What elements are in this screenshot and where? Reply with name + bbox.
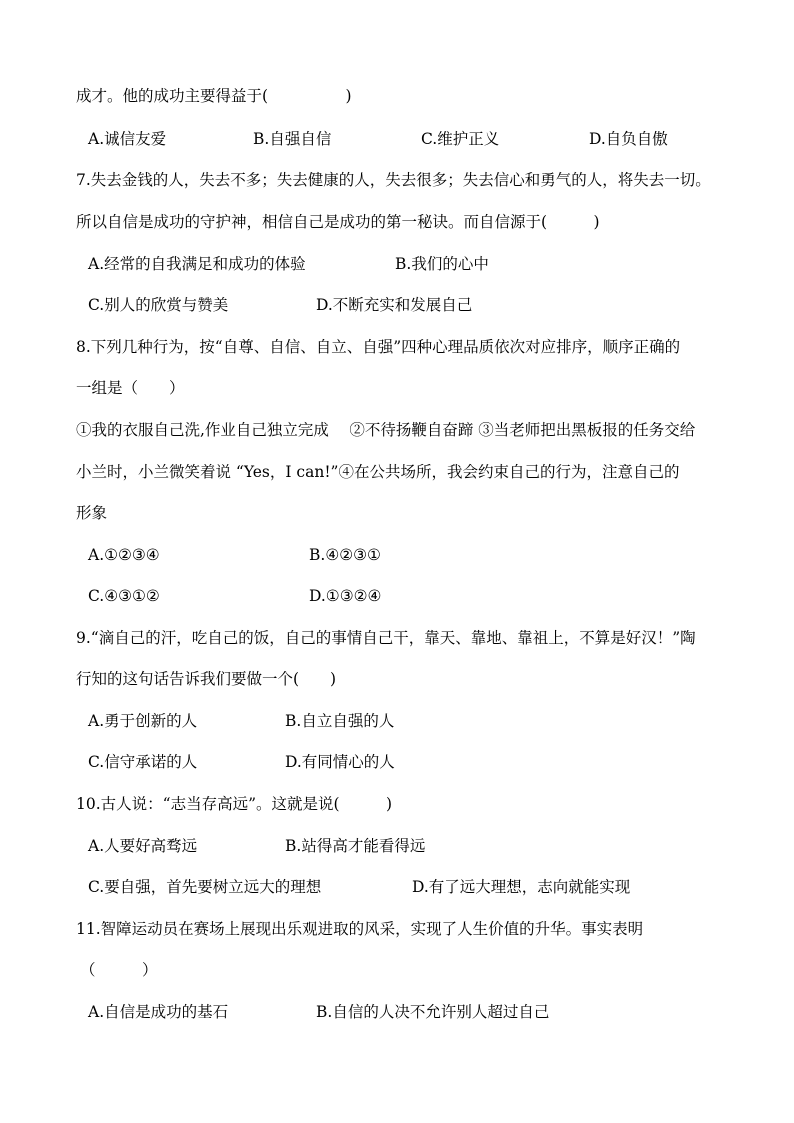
q8-statements-line3: 形象: [76, 504, 108, 522]
q8-stem-line1: 8.下列几种行为，按“自尊、自信、自立、自强”四种心理品质依次对应排序，顺序正确的: [76, 338, 681, 356]
q8-option-c: C.④③①②: [88, 587, 160, 605]
q7-option-c: C.别人的欣赏与赞美: [88, 296, 229, 314]
q7-option-b: B.我们的心中: [395, 255, 489, 273]
q10-option-a: A.人要好高骛远: [88, 837, 198, 855]
q7-stem-line2: 所以自信是成功的守护神，相信自己是成功的第一秘诀。而自信源于( ): [76, 213, 600, 231]
q10-option-d: D.有了远大理想，志向就能实现: [412, 878, 631, 896]
q8-statements-line2: 小兰时，小兰微笑着说 “Yes，I can!”④在公共场所，我会约束自己的行为，注意自己的: [76, 463, 680, 481]
q9-option-b: B.自立自强的人: [285, 712, 395, 730]
q9-stem-line2: 行知的这句话告诉我们要做一个( ): [76, 670, 337, 688]
q6-option-b: B.自强自信: [253, 130, 332, 148]
q8-stem-line2: 一组是（ ）: [76, 379, 185, 397]
q9-stem-line1: 9.“滴自己的汗，吃自己的饭，自己的事情自己干，靠天、靠地、靠祖上，不算是好汉！”陶: [76, 629, 696, 647]
q9-option-a: A.勇于创新的人: [88, 712, 198, 730]
q11-stem-line1: 11.智障运动员在赛场上展现出乐观进取的风采，实现了人生价值的升华。事实表明: [76, 920, 644, 938]
q7-stem-line1: 7.失去金钱的人，失去不多；失去健康的人，失去很多；失去信心和勇气的人，将失去一切。: [76, 171, 711, 189]
q6-stem: 成才。他的成功主要得益于( ): [76, 87, 352, 105]
q9-option-c: C.信守承诺的人: [88, 753, 198, 771]
q8-option-b: B.④②③①: [309, 546, 381, 564]
q9-option-d: D.有同情心的人: [285, 753, 395, 771]
q11-option-b: B.自信的人决不允许别人超过自己: [316, 1003, 550, 1021]
q7-option-d: D.不断充实和发展自己: [316, 296, 473, 314]
q10-option-c: C.要自强，首先要树立远大的理想: [88, 878, 322, 896]
q8-statements-line1: ①我的衣服自己洗,作业自己独立完成 ②不待扬鞭自奋蹄 ③当老师把出黑板报的任务交给: [76, 421, 696, 439]
q6-option-d: D.自负自傲: [589, 130, 668, 148]
q11-stem-line2: （ ）: [80, 961, 158, 979]
q10-stem: 10.古人说：“志当存高远”。这就是说( ): [76, 795, 393, 813]
q7-option-a: A.经常的自我满足和成功的体验: [88, 255, 306, 273]
q8-option-a: A.①②③④: [88, 546, 160, 564]
q6-option-a: A.诚信友爱: [88, 130, 167, 148]
q6-option-c: C.维护正义: [421, 130, 500, 148]
q11-option-a: A.自信是成功的基石: [88, 1003, 229, 1021]
q8-option-d: D.①③②④: [309, 587, 382, 605]
q10-option-b: B.站得高才能看得远: [285, 837, 426, 855]
